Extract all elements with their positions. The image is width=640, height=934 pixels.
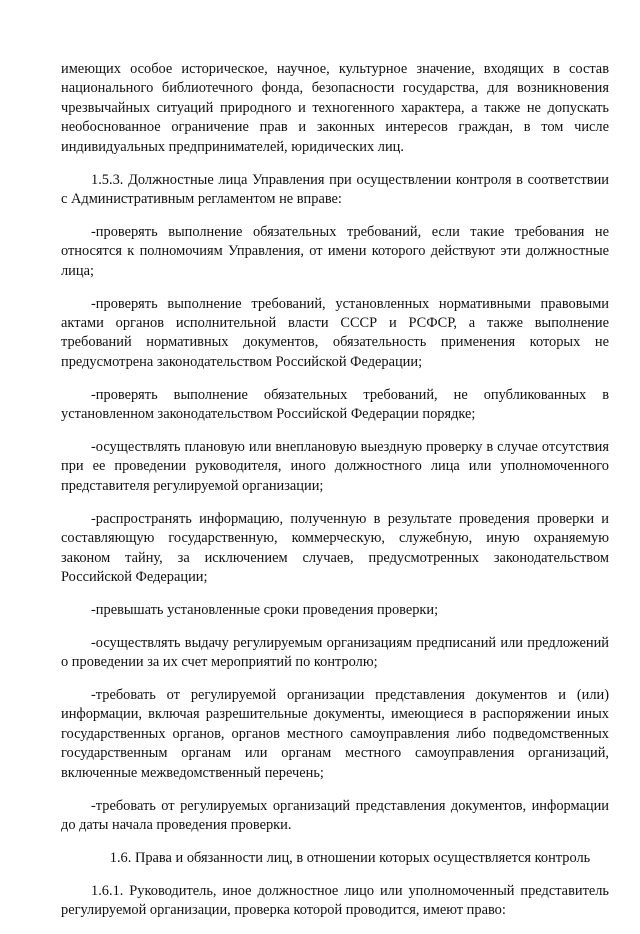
paragraph-continuation: имеющих особое историческое, научное, культурное значение, входящих в состав национального библиотечного фонда, безопасности государства, для возникновения чрезвычайных ситуаций природного и техногенного характера, а также не допускать необоснованное ограничение прав и законных интересов граждан, в том числе индивидуальных предпринимателей, юридических лиц.	[61, 61, 609, 155]
list-item-restriction: -проверять выполнение обязательных требований, если такие требования не относятся к полномочиям Управления, от имени которого действуют эти должностные лица;	[61, 223, 609, 279]
list-item-restriction: -требовать от регулируемой организации представления документов и (или) информации, включая разрешительные документы, имеющиеся в распоряжении иных государственных органов, органов местного самоуправления либо подведомственных государственным органам или органам местного самоуправления организаций, включенные межведомственный перечень;	[61, 687, 609, 781]
paragraph-1-6-1: 1.6.1. Руководитель, иное должностное лицо или уполномоченный представитель регулируемой организации, проверка которой проводится, имеют право:	[61, 882, 609, 919]
list-item-restriction: -требовать от регулируемых организаций представления документов, информации до даты начала проведения проверки.	[61, 797, 609, 833]
list-item-restriction: -осуществлять плановую или внеплановую выездную проверку в случае отсутствия при ее проведении руководителя, иного должностного лица или уполномоченного представителя регулируемой организации;	[61, 439, 609, 494]
document-page	[61, 60, 609, 934]
section-heading-1-6: 1.6. Права и обязанности лиц, в отношении которых осуществляется контроль	[109, 849, 591, 866]
list-item-restriction: -распространять информацию, полученную в результате проведения проверки и составляющую государственную, коммерческую, служебную, иную охраняемую законом тайну, за исключением случаев, предусмотренных законодательством Российской Федерации;	[61, 510, 609, 585]
list-item-restriction: -проверять выполнение требований, установленных нормативными правовыми актами органов исполнительной власти СССР и РСФСР, а также выполнение требований нормативных документов, обязательность применения которых не предусмотрена законодательством Российской Федерации;	[61, 295, 609, 370]
paragraph-1-5-3: 1.5.3. Должностные лица Управления при осуществлении контроля в соответствии с Административным регламентом не вправе:	[61, 171, 609, 207]
list-item-restriction: -проверять выполнение обязательных требований, не опубликованных в установленном законодательством Российской Федерации порядке;	[61, 386, 609, 423]
list-item-restriction: -осуществлять выдачу регулируемым организациям предписаний или предложений о проведении за их счет мероприятий по контролю;	[61, 634, 609, 671]
list-item-restriction: -превышать установленные сроки проведения проверки;	[91, 601, 439, 618]
